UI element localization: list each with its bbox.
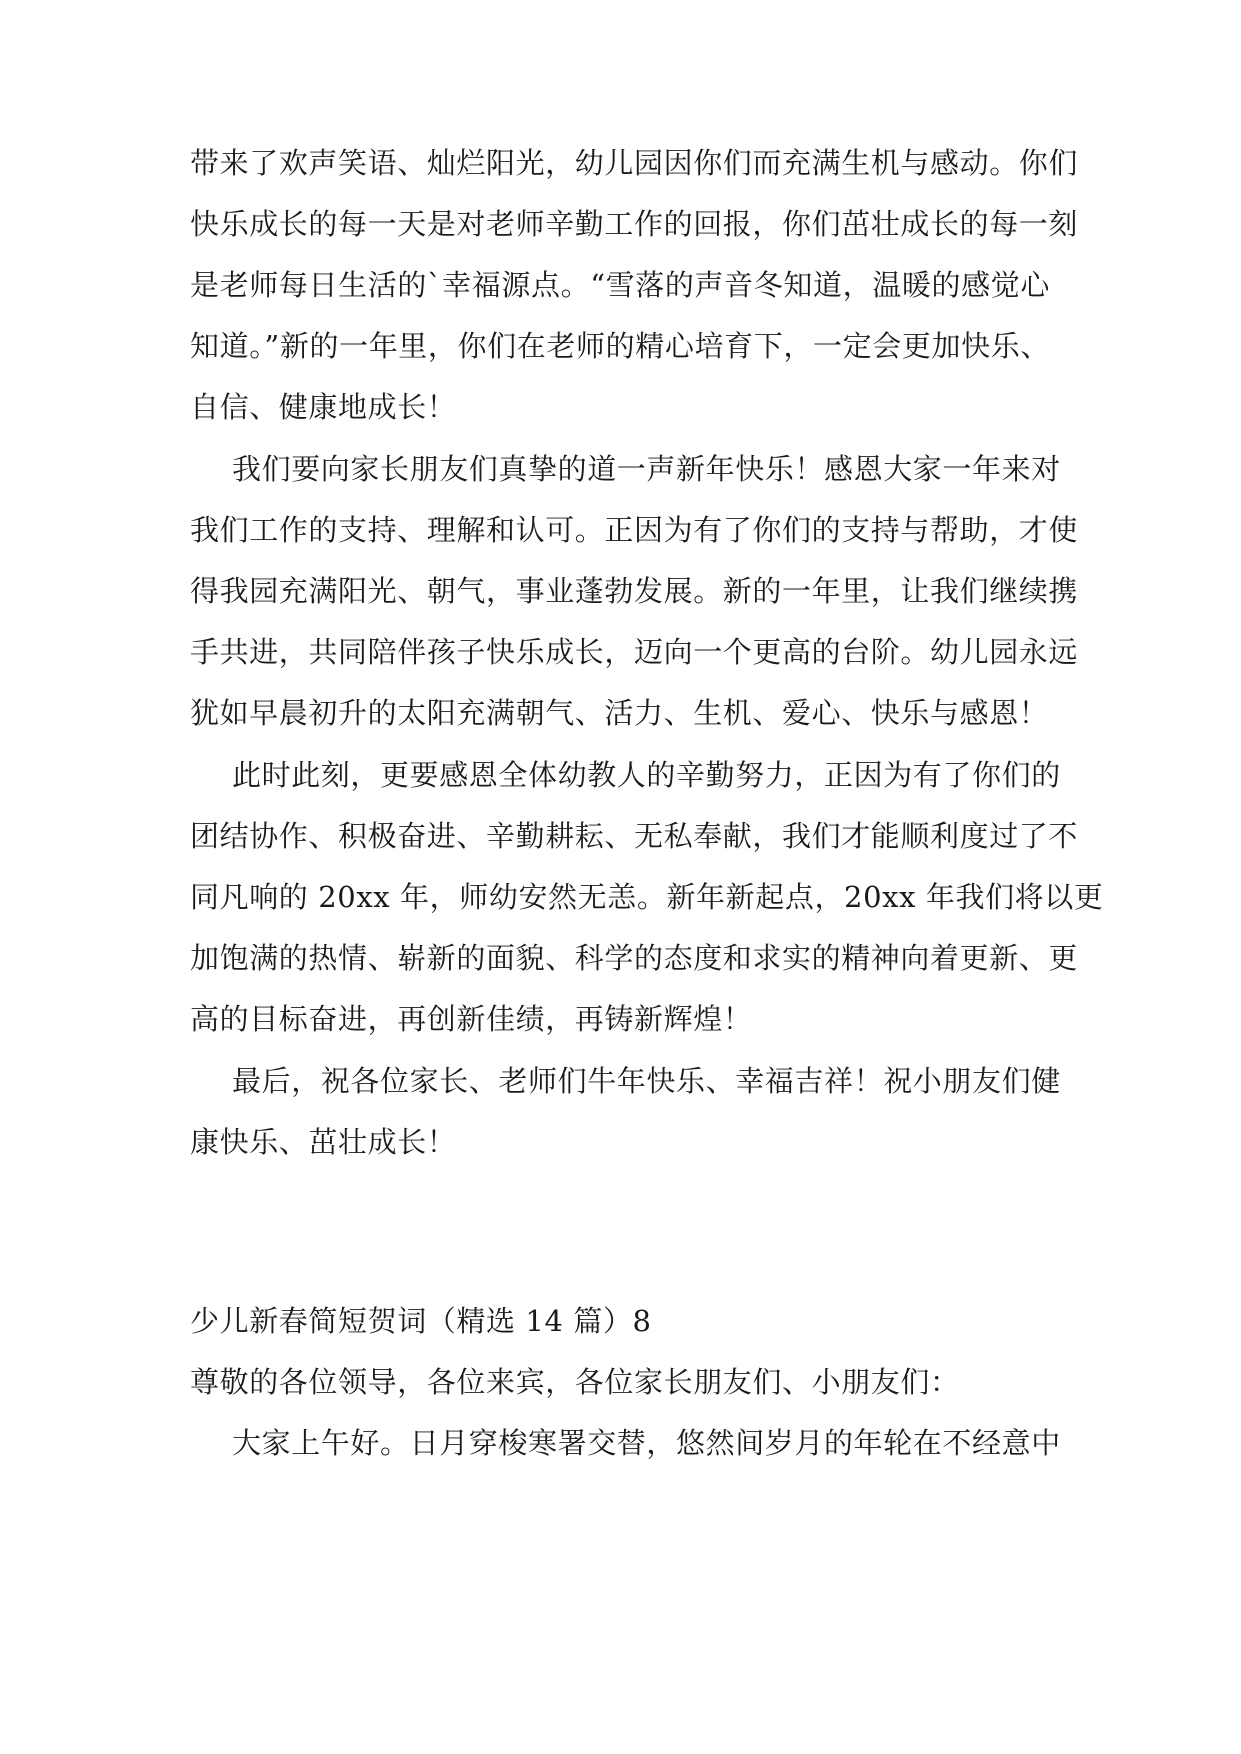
paragraph-line: 最后，祝各位家长、老师们牛年快乐、幸福吉祥！祝小朋友们健: [232, 1064, 1061, 1098]
paragraph-line: 此时此刻，更要感恩全体幼教人的辛勤努力，正因为有了你们的: [232, 758, 1061, 792]
paragraph-line: 快乐成长的每一天是对老师辛勤工作的回报，你们茁壮成长的每一刻: [190, 207, 1079, 241]
paragraph-line: 犹如早晨初升的太阳充满朝气、活力、生机、爱心、快乐与感恩！: [190, 696, 1049, 730]
paragraph-line: 手共进，共同陪伴孩子快乐成长，迈向一个更高的台阶。幼儿园永远: [190, 635, 1079, 669]
paragraph-line: 同凡响的 20xx 年，师幼安然无恙。新年新起点，20xx 年我们将以更: [190, 880, 1104, 914]
paragraph-line: 高的目标奋进，再创新佳绩，再铸新辉煌！: [190, 1002, 753, 1036]
section-title: 少儿新春简短贺词（精选 14 篇）8: [190, 1304, 652, 1338]
paragraph-line: 得我园充满阳光、朝气，事业蓬勃发展。新的一年里，让我们继续携: [190, 574, 1079, 608]
paragraph-line: 加饱满的热情、崭新的面貌、科学的态度和求实的精神向着更新、更: [190, 941, 1079, 975]
paragraph-line: 康快乐、茁壮成长！: [190, 1125, 457, 1159]
paragraph-line: 带来了欢声笑语、灿烂阳光，幼儿园因你们而充满生机与感动。你们: [190, 146, 1079, 180]
paragraph-line: 大家上午好。日月穿梭寒署交替，悠然间岁月的年轮在不经意中: [232, 1426, 1061, 1460]
paragraph-line: 知道。”新的一年里，你们在老师的精心培育下，一定会更加快乐、: [190, 329, 1050, 363]
paragraph-line: 自信、健康地成长！: [190, 390, 457, 424]
paragraph-line: 团结协作、积极奋进、辛勤耕耘、无私奉献，我们才能顺利度过了不: [190, 819, 1079, 853]
paragraph-line: 是老师每日生活的`幸福源点。“雪落的声音冬知道，温暖的感觉心: [190, 268, 1050, 302]
salutation: 尊敬的各位领导，各位来宾，各位家长朋友们、小朋友们：: [190, 1365, 960, 1399]
paragraph-line: 我们工作的支持、理解和认可。正因为有了你们的支持与帮助，才使: [190, 513, 1079, 547]
paragraph-line: 我们要向家长朋友们真挚的道一声新年快乐！感恩大家一年来对: [232, 452, 1061, 486]
